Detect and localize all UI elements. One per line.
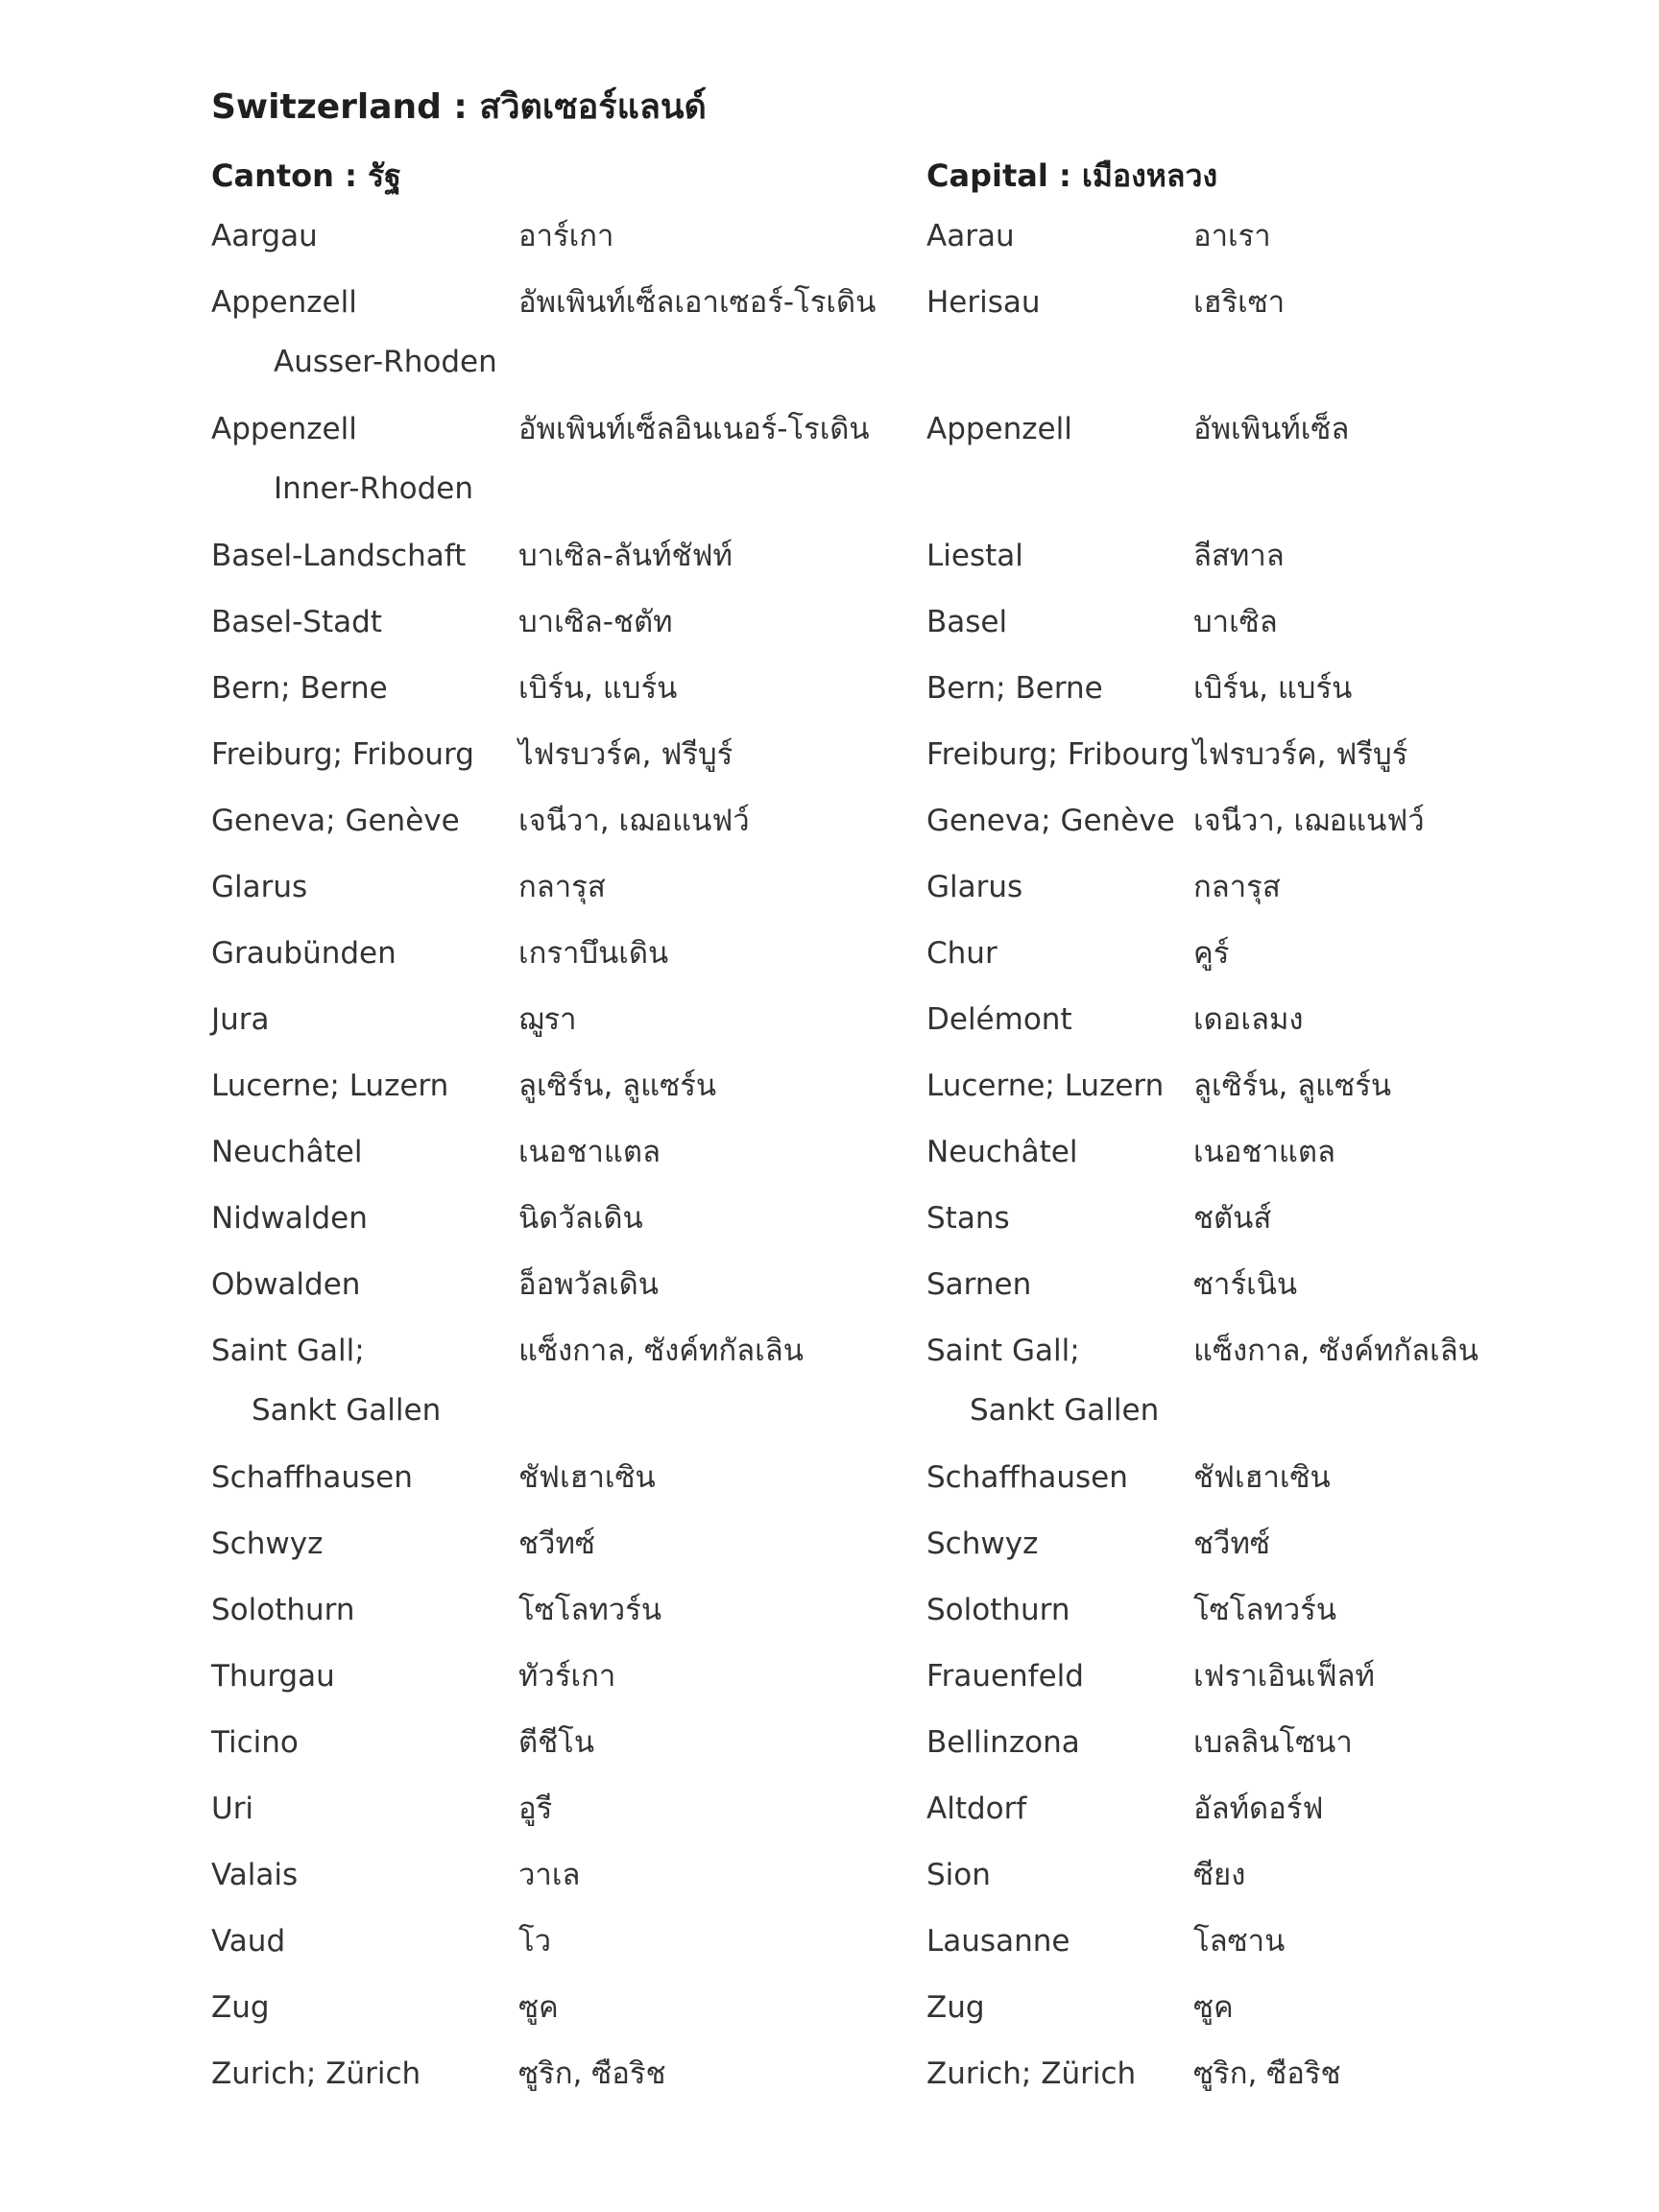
canton-name-thai: อ็อพวัลเดิน <box>518 1267 659 1302</box>
canton-name-thai: โว <box>518 1924 552 1959</box>
canton-name: Uri <box>211 1791 254 1826</box>
capital-name-thai: คูร์ <box>1193 936 1230 971</box>
capital-name: Stans <box>926 1201 1010 1236</box>
canton-name-thai: บาเซิล-ลันท์ชัฟท์ <box>518 539 733 573</box>
capital-name-thai: ซูริก, ซือริช <box>1193 2056 1341 2091</box>
canton-name: Schwyz <box>211 1527 324 1561</box>
canton-name: Aargau <box>211 219 318 253</box>
capital-name-thai: บาเซิล <box>1193 605 1278 639</box>
capital-name: Saint Gall; <box>926 1334 1080 1368</box>
capital-name-thai: ซาร์เนิน <box>1193 1267 1298 1302</box>
canton-name-thai: เบิร์น, แบร์น <box>518 671 678 706</box>
capital-name-thai: เบิร์น, แบร์น <box>1193 671 1353 706</box>
capital-name: Frauenfeld <box>926 1659 1084 1694</box>
canton-name: Vaud <box>211 1924 286 1959</box>
canton-name-thai: วาเล <box>518 1858 581 1892</box>
canton-name-thai: ซูริก, ซือริช <box>518 2056 666 2091</box>
capital-name: Lucerne; Luzern <box>926 1069 1165 1103</box>
capital-name: Chur <box>926 936 998 971</box>
canton-name-thai: อาร์เกา <box>518 219 614 253</box>
canton-name: Graubünden <box>211 936 397 971</box>
canton-name-continued: Sankt Gallen <box>252 1393 442 1428</box>
canton-name: Nidwalden <box>211 1201 368 1236</box>
capital-name-thai: ซูค <box>1193 1990 1234 2025</box>
capital-name: Liestal <box>926 539 1023 573</box>
capital-name-thai: อาเรา <box>1193 219 1271 253</box>
capital-name-thai: แซ็งกาล, ซังค์ทกัลเลิน <box>1193 1334 1479 1368</box>
capital-name: Zurich; Zürich <box>926 2056 1137 2091</box>
capital-name: Bern; Berne <box>926 671 1103 706</box>
capital-name-thai: โลซาน <box>1193 1924 1286 1959</box>
canton-name-thai: ชวีทซ์ <box>518 1527 595 1561</box>
capital-name: Basel <box>926 605 1008 639</box>
capital-name-thai: ลีสทาล <box>1193 539 1285 573</box>
canton-name: Lucerne; Luzern <box>211 1069 449 1103</box>
canton-name-thai: ทัวร์เกา <box>518 1659 616 1694</box>
canton-name: Obwalden <box>211 1267 361 1302</box>
canton-name: Valais <box>211 1858 299 1892</box>
capital-name-continued: Sankt Gallen <box>970 1393 1160 1428</box>
capital-name: Lausanne <box>926 1924 1070 1959</box>
canton-name-thai: ชัฟเฮาเซิน <box>518 1460 656 1495</box>
canton-name: Geneva; Genève <box>211 804 460 838</box>
canton-name-thai: ซูค <box>518 1990 559 2025</box>
canton-name-continued: Ausser-Rhoden <box>274 345 497 379</box>
capital-name: Schwyz <box>926 1527 1039 1561</box>
canton-name: Solothurn <box>211 1593 355 1627</box>
canton-name-thai: นิดวัลเดิน <box>518 1201 643 1236</box>
canton-name: Bern; Berne <box>211 671 388 706</box>
capital-column-header: Capital : เมืองหลวง <box>926 157 1218 194</box>
capital-name-thai: เนอชาแตล <box>1193 1135 1335 1169</box>
canton-name: Glarus <box>211 870 308 904</box>
canton-name-thai: อูรี <box>518 1791 553 1826</box>
canton-name: Zug <box>211 1990 270 2025</box>
canton-name-thai: บาเซิล-ชตัท <box>518 605 673 639</box>
canton-column-header: Canton : รัฐ <box>211 157 401 194</box>
canton-name-thai: ลูเซิร์น, ลูแซร์น <box>518 1069 717 1103</box>
canton-name-thai: ไฟรบวร์ค, ฟรีบูร์ <box>518 737 733 772</box>
canton-name: Appenzell <box>211 285 357 320</box>
capital-name: Appenzell <box>926 412 1072 446</box>
page-title: Switzerland : สวิตเซอร์แลนด์ <box>211 87 707 127</box>
capital-name-thai: เฟราเอินเฟ็ลท์ <box>1193 1659 1375 1694</box>
canton-name: Schaffhausen <box>211 1460 413 1495</box>
canton-name-thai: อัพเพินท์เซ็ลอินเนอร์-โรเดิน <box>518 412 870 446</box>
capital-name: Neuchâtel <box>926 1135 1078 1169</box>
capital-name: Zug <box>926 1990 985 2025</box>
canton-name-thai: แซ็งกาล, ซังค์ทกัลเลิน <box>518 1334 804 1368</box>
canton-name-thai: กลารุส <box>518 870 606 904</box>
capital-name-thai: อัพเพินท์เซ็ล <box>1193 412 1350 446</box>
canton-name-thai: เกราบึนเดิน <box>518 936 669 971</box>
capital-name: Solothurn <box>926 1593 1070 1627</box>
capital-name: Geneva; Genève <box>926 804 1175 838</box>
capital-name: Schaffhausen <box>926 1460 1128 1495</box>
capital-name-thai: ลูเซิร์น, ลูแซร์น <box>1193 1069 1392 1103</box>
canton-name-thai: โซโลทวร์น <box>518 1593 662 1627</box>
capital-name-thai: เจนีวา, เฌอแนฟว์ <box>1193 804 1425 838</box>
canton-name: Appenzell <box>211 412 357 446</box>
canton-name-thai: เจนีวา, เฌอแนฟว์ <box>518 804 750 838</box>
capital-name-thai: ชวีทซ์ <box>1193 1527 1270 1561</box>
capital-name-thai: อัลท์ดอร์ฟ <box>1193 1791 1324 1826</box>
canton-name: Jura <box>211 1002 270 1037</box>
capital-name: Sion <box>926 1858 991 1892</box>
canton-name-thai: ตีชีโน <box>518 1725 595 1760</box>
capital-name-thai: ชตันส์ <box>1193 1201 1272 1236</box>
canton-name: Freiburg; Fribourg <box>211 737 474 772</box>
capital-name-thai: เบลลินโซนา <box>1193 1725 1353 1760</box>
capital-name-thai: ชัฟเฮาเซิน <box>1193 1460 1331 1495</box>
capital-name-thai: โซโลทวร์น <box>1193 1593 1337 1627</box>
canton-name: Neuchâtel <box>211 1135 363 1169</box>
canton-name-thai: เนอชาแตล <box>518 1135 661 1169</box>
canton-name: Saint Gall; <box>211 1334 365 1368</box>
canton-name: Thurgau <box>211 1659 335 1694</box>
capital-name-thai: กลารุส <box>1193 870 1281 904</box>
capital-name: Freiburg; Fribourg <box>926 737 1190 772</box>
canton-name: Basel-Stadt <box>211 605 382 639</box>
capital-name: Altdorf <box>926 1791 1027 1826</box>
capital-name: Aarau <box>926 219 1015 253</box>
capital-name: Delémont <box>926 1002 1072 1037</box>
capital-name: Bellinzona <box>926 1725 1080 1760</box>
canton-name-continued: Inner-Rhoden <box>274 471 474 506</box>
capital-name: Herisau <box>926 285 1041 320</box>
canton-name-thai: อัพเพินท์เซ็ลเอาเซอร์-โรเดิน <box>518 285 877 320</box>
canton-name: Basel-Landschaft <box>211 539 467 573</box>
canton-name: Zurich; Zürich <box>211 2056 421 2091</box>
capital-name: Sarnen <box>926 1267 1032 1302</box>
capital-name-thai: ซียง <box>1193 1858 1246 1892</box>
canton-name-thai: ฌูรา <box>518 1002 577 1037</box>
canton-name: Ticino <box>211 1725 299 1760</box>
capital-name-thai: เดอเลมง <box>1193 1002 1304 1037</box>
capital-name-thai: เฮริเซา <box>1193 285 1286 320</box>
capital-name-thai: ไฟรบวร์ค, ฟรีบูร์ <box>1193 737 1408 772</box>
capital-name: Glarus <box>926 870 1023 904</box>
